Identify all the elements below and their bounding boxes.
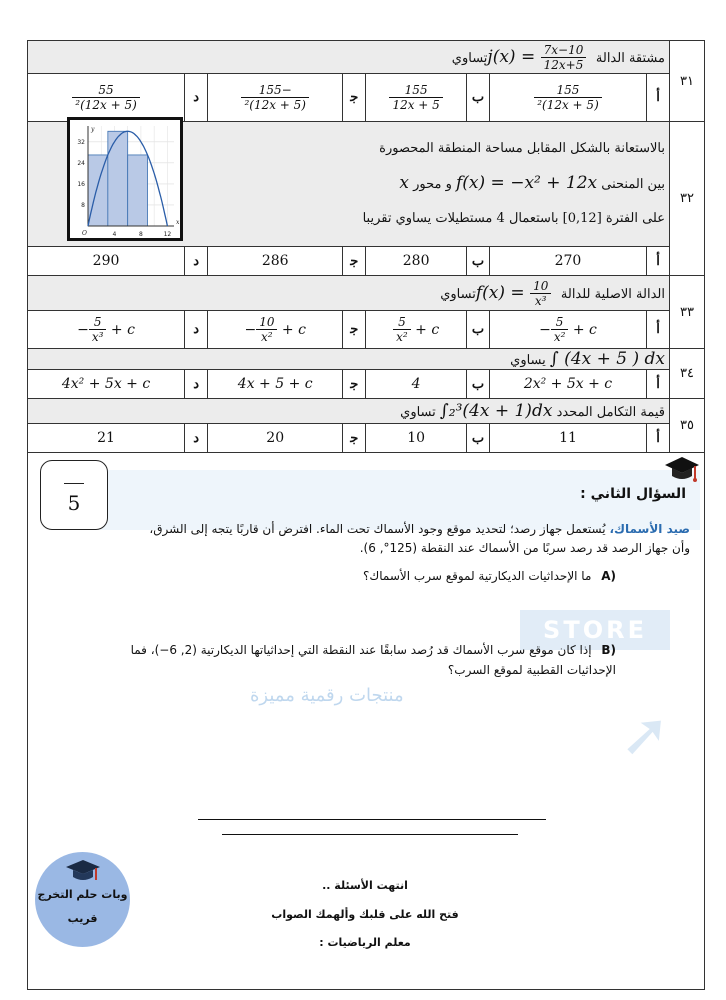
option-c[interactable]: 286 — [208, 247, 343, 276]
option-c[interactable]: 20 — [208, 424, 343, 453]
fraction — [530, 279, 551, 308]
option-letter: ب — [466, 311, 489, 349]
prompt-line-3: على الفترة [0,12] باستعمال 4 مستطيلات يساوي تقريبا — [362, 211, 665, 226]
denominator: x² — [261, 330, 273, 344]
prompt-line-1: بالاستعانة بالشكل المقابل مساحة المنطقة المحصورة — [379, 141, 665, 156]
option-letter: أ — [647, 74, 670, 122]
question-35-prompt-row — [28, 399, 705, 424]
numerator: 10 — [256, 315, 277, 330]
option-letter: ﺟ — [343, 74, 366, 122]
prompt-prefix: قيمة التكامل المحدد — [556, 405, 665, 420]
option-letter: أ — [647, 370, 670, 399]
option-b[interactable] — [366, 74, 467, 122]
question-two-text: يُستعمل جهاز رصد؛ لتحديد موقع وجود الأسماك تحت الماء. افترض أن قاربًا يتجه إلى الشرق، وأن جهاز الرصد قد رصد سربًا من الأسماك عند النقطة (125°, 6). — [149, 522, 690, 555]
sign: − — [244, 321, 257, 338]
option-letter: ب — [466, 370, 489, 399]
option-a[interactable] — [489, 311, 646, 349]
axis-variable: x — [399, 173, 409, 193]
prompt-suffix: يساوي — [510, 353, 546, 368]
question-35-options — [28, 424, 705, 453]
question-33-prompt-row — [28, 276, 705, 311]
divider-line — [222, 834, 518, 835]
option-d[interactable] — [28, 74, 185, 122]
question-number: ٣٣ — [670, 276, 705, 349]
fraction — [89, 315, 107, 344]
watermark-store-label: STORE — [520, 610, 670, 650]
option-letter: أ — [647, 247, 670, 276]
x-tick-label: 8 — [139, 231, 143, 238]
constant: + c — [415, 321, 440, 338]
riemann-rectangle — [108, 131, 128, 226]
graduation-cap-icon — [65, 858, 101, 886]
option-letter: ب — [466, 247, 489, 276]
score-value: 5 — [67, 491, 81, 515]
question-31-text — [28, 41, 670, 74]
prompt-text: بين المنحنى — [601, 177, 665, 192]
question-number: ٣١ — [670, 41, 705, 122]
mcq-table — [27, 40, 705, 453]
part-a-text: ما الإحداثيات الديكارتية لموقع سرب الأسماك؟ — [363, 569, 592, 583]
constant: + c — [110, 321, 135, 338]
constant: + c — [572, 321, 597, 338]
teacher-signature-label: معلم الرياضيات : — [319, 936, 411, 949]
riemann-chart — [67, 117, 183, 241]
option-letter: د — [185, 247, 208, 276]
fraction — [551, 315, 569, 344]
option-letter: أ — [647, 311, 670, 349]
numerator: −155 — [241, 83, 309, 98]
numerator: 5 — [551, 315, 569, 330]
question-33-options — [28, 311, 705, 349]
denominator: (12x + 5)² — [75, 98, 137, 112]
part-b-text: إذا كان موقع سرب الأسماك قد رُصد سابقًا عند النقطة التي إحداثياتها الديكارتية (2, 6−)، فما الإحداثيات القطبية لموقع السرب؟ — [130, 643, 616, 677]
numerator: 7x−10 — [541, 43, 587, 58]
sign: − — [539, 321, 551, 338]
fraction — [541, 43, 587, 72]
denominator: 12x + 5 — [392, 98, 440, 112]
option-letter: ﺟ — [343, 311, 366, 349]
function-expression — [487, 42, 591, 72]
denominator: (12x + 5)² — [244, 98, 306, 112]
prompt-text: و محور — [413, 177, 452, 192]
option-letter: د — [185, 311, 208, 349]
numerator: 10 — [530, 279, 551, 294]
riemann-rectangle — [88, 155, 108, 226]
part-a-label: (A — [601, 569, 616, 583]
denominator: (12x + 5)² — [537, 98, 599, 112]
option-letter: د — [185, 424, 208, 453]
x-tick-label: 4 — [112, 231, 117, 238]
fraction — [389, 83, 442, 112]
question-31-prompt-row — [28, 41, 705, 74]
origin-label: O — [82, 230, 87, 237]
x-tick-label: 12 — [163, 231, 172, 238]
badge-text-line-1: وبات حلم التخرج — [37, 888, 128, 901]
question-number: ٣٤ — [670, 349, 705, 399]
function-expression: f(x) = −x² + 12x — [456, 173, 598, 193]
option-a[interactable]: 11 — [489, 424, 646, 453]
graduation-badge — [35, 852, 130, 947]
prompt-suffix: تساوي — [440, 286, 476, 302]
y-tick-label: 24 — [77, 159, 85, 167]
prompt-prefix: الدالة الاصلية للدالة — [560, 286, 665, 302]
integral-expression: ∫₂³(4x + 1)dx — [439, 401, 553, 421]
option-c[interactable]: 4x + 5 + c — [208, 370, 343, 399]
end-of-questions: انتهت الأسئلة .. — [322, 879, 408, 892]
fraction — [534, 83, 602, 112]
badge-text-line-2: قريب — [67, 912, 98, 925]
option-letter: د — [185, 74, 208, 122]
divider-line — [198, 819, 546, 820]
question-32-options — [28, 247, 705, 276]
x-axis-label: x — [176, 219, 180, 226]
option-c[interactable] — [208, 74, 343, 122]
sign: − — [77, 321, 89, 338]
numerator: 5 — [393, 315, 411, 330]
option-letter: د — [185, 370, 208, 399]
y-tick-label: 32 — [77, 138, 85, 146]
integral-expression: ∫ (4x + 5 ) dx — [549, 349, 665, 369]
option-a[interactable]: 270 — [489, 247, 646, 276]
question-34-prompt-row — [28, 349, 705, 370]
option-expression — [393, 315, 440, 344]
question-number: ٣٢ — [670, 122, 705, 276]
option-letter: ﺟ — [343, 370, 366, 399]
question-two-title: السؤال الثاني : — [580, 486, 686, 502]
option-b[interactable] — [366, 311, 467, 349]
option-d[interactable] — [28, 311, 185, 349]
question-31-options — [28, 74, 705, 122]
numerator: 5 — [89, 315, 107, 330]
question-number: ٣٥ — [670, 399, 705, 453]
option-expression — [77, 315, 135, 344]
numerator: 155 — [389, 83, 442, 98]
watermark-subtitle: منتجات رقمية مميزة — [250, 685, 404, 706]
fraction — [393, 315, 411, 344]
denominator: x³ — [534, 293, 547, 308]
question-two-body — [130, 520, 690, 558]
denominator: x² — [396, 330, 408, 344]
fraction — [241, 83, 309, 112]
option-letter: أ — [647, 424, 670, 453]
option-a[interactable] — [489, 74, 646, 122]
option-letter: ﺟ — [343, 424, 366, 453]
score-blank-line — [64, 483, 84, 484]
question-two-term: صيد الأسماك، — [609, 522, 690, 536]
chart-svg — [70, 120, 180, 238]
watermark-cursor-icon: ➚ — [620, 700, 671, 770]
option-c[interactable] — [208, 311, 343, 349]
score-box — [40, 460, 108, 530]
numerator: 155 — [534, 83, 602, 98]
y-axis-label: y — [91, 126, 95, 133]
part-a — [363, 566, 616, 586]
function-expression — [475, 278, 557, 308]
question-34-options — [28, 370, 705, 399]
part-b-label: (B — [601, 643, 616, 657]
question-33-text — [28, 276, 670, 311]
option-letter: ب — [466, 74, 489, 122]
option-d[interactable]: 21 — [28, 424, 185, 453]
riemann-rectangle — [128, 155, 148, 226]
denominator: x² — [553, 330, 566, 344]
y-tick-label: 16 — [77, 180, 85, 188]
prompt-prefix: مشتقة الدالة — [595, 50, 665, 66]
option-letter: ب — [466, 424, 489, 453]
y-tick-label: 8 — [81, 201, 85, 209]
function-lhs: f(x) = — [475, 282, 525, 303]
graduation-cap-icon — [664, 455, 700, 485]
watermark — [520, 560, 700, 800]
option-a[interactable]: 2x² + 5x + c — [489, 370, 646, 399]
constant: + c — [281, 321, 306, 338]
option-d[interactable]: 4x² + 5x + c — [28, 370, 185, 399]
function-lhs: j(x) = — [487, 46, 536, 67]
prompt-suffix: تساوي — [400, 405, 436, 420]
option-b[interactable]: 280 — [366, 247, 467, 276]
numerator: 55 — [72, 83, 140, 98]
option-b[interactable]: 4 — [366, 370, 467, 399]
option-expression — [539, 315, 597, 344]
question-35-text — [28, 399, 670, 424]
fraction — [72, 83, 140, 112]
option-d[interactable]: 290 — [28, 247, 185, 276]
closing-wish: فتح الله على قلبك وألهمك الصواب — [271, 908, 459, 921]
option-letter: ﺟ — [343, 247, 366, 276]
denominator: x³ — [91, 330, 104, 344]
option-b[interactable]: 10 — [366, 424, 467, 453]
option-expression — [244, 315, 306, 344]
prompt-suffix: تساوي — [451, 50, 488, 66]
question-34-text — [28, 349, 670, 370]
denominator: 12x+5 — [543, 57, 584, 72]
part-b — [120, 640, 616, 680]
fraction — [256, 315, 277, 344]
